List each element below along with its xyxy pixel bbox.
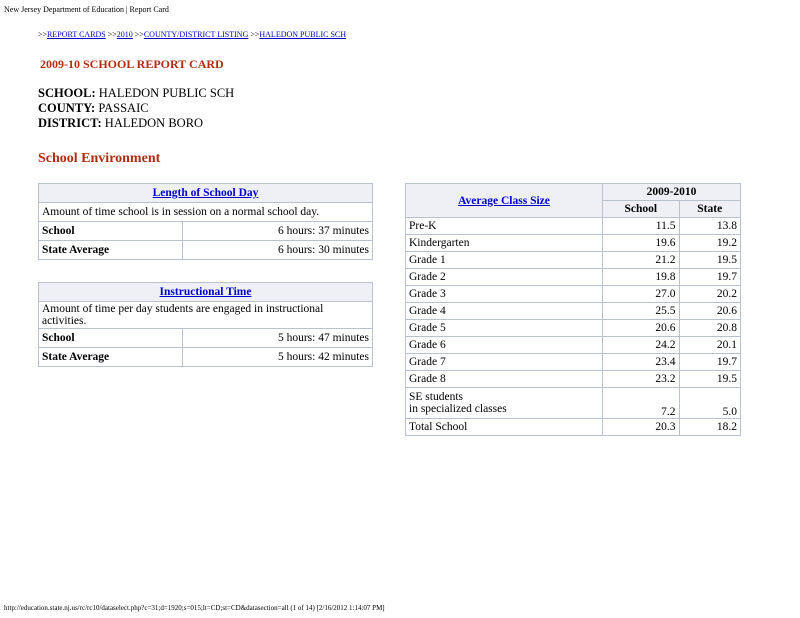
instructional-time-link[interactable]: Instructional Time — [159, 286, 252, 298]
state-col-header: State — [680, 201, 741, 217]
breadcrumb — [38, 30, 346, 39]
table-row — [406, 371, 740, 387]
class-size-state: 20.2 — [680, 286, 741, 302]
row-value: 5 hours: 42 minutes — [183, 348, 372, 366]
length-of-day-link[interactable]: Length of School Day — [152, 187, 259, 199]
school-value: HALEDON PUBLIC SCH — [95, 86, 235, 100]
total-state: 18.2 — [680, 419, 741, 435]
length-of-day-desc: Amount of time school is in session on a normal school day. — [39, 203, 372, 221]
class-size-grade: Grade 7 — [406, 354, 602, 370]
class-size-grade: Grade 1 — [406, 252, 602, 268]
instructional-time-table — [38, 282, 373, 367]
table-row — [39, 222, 372, 240]
breadcrumb-report-cards-link[interactable]: REPORT CARDS — [47, 30, 106, 39]
class-size-grade: Grade 6 — [406, 337, 602, 353]
instructional-time-desc: Amount of time per day students are engaged in instructional activities. — [39, 302, 372, 328]
table-row — [406, 218, 740, 234]
breadcrumb-sep: >> — [38, 30, 48, 39]
table-row — [406, 320, 740, 336]
browser-header: New Jersey Department of Education | Report Card — [4, 5, 169, 14]
table-row — [406, 235, 740, 251]
class-size-state: 19.7 — [680, 354, 741, 370]
table-row — [39, 348, 372, 366]
class-size-grade: Grade 4 — [406, 303, 602, 319]
row-value: 6 hours: 30 minutes — [183, 241, 372, 259]
class-size-grade: Kindergarten — [406, 235, 602, 251]
class-size-school: 19.6 — [603, 235, 679, 251]
class-size-grade: Grade 8 — [406, 371, 602, 387]
table-row — [406, 388, 740, 418]
class-size-state: 20.1 — [680, 337, 741, 353]
breadcrumb-sep: >> — [132, 30, 144, 39]
year-header: 2009-2010 — [603, 184, 740, 200]
se-school: 7.2 — [603, 388, 679, 418]
table-row — [406, 286, 740, 302]
page-footer-url: http://education.state.nj.us/rc/rc10/dataselect.php?c=31;d=1920;s=015;lt=CD;st=CD&datasection=all (1 of 14) [2/16/2012 1:14:07 PM] — [4, 604, 385, 612]
class-size-state: 19.2 — [680, 235, 741, 251]
total-school: 20.3 — [603, 419, 679, 435]
row-value: 6 hours: 37 minutes — [183, 222, 372, 240]
row-label: School — [39, 222, 182, 240]
county-value: PASSAIC — [95, 101, 149, 115]
row-value: 5 hours: 47 minutes — [183, 329, 372, 347]
class-size-state: 20.8 — [680, 320, 741, 336]
table-row — [406, 252, 740, 268]
table-row — [406, 303, 740, 319]
class-size-school: 23.2 — [603, 371, 679, 387]
breadcrumb-county-district-link[interactable]: COUNTY/DISTRICT LISTING — [143, 30, 249, 39]
table-row — [39, 329, 372, 347]
class-size-school: 11.5 — [603, 218, 679, 234]
class-size-school: 25.5 — [603, 303, 679, 319]
length-of-day-table — [38, 183, 373, 260]
section-title: School Environment — [38, 151, 161, 166]
se-label: SE students in specialized classes — [406, 388, 602, 418]
school-col-header: School — [603, 201, 679, 217]
class-size-grade: Grade 5 — [406, 320, 602, 336]
breadcrumb-2010-link[interactable]: 2010 — [116, 30, 133, 39]
class-size-state: 19.5 — [680, 252, 741, 268]
school-label: SCHOOL: — [38, 86, 96, 100]
table-row — [39, 241, 372, 259]
table-row — [406, 419, 740, 435]
class-size-state: 13.8 — [680, 218, 741, 234]
se-state: 5.0 — [680, 388, 741, 418]
class-size-school: 21.2 — [603, 252, 679, 268]
school-info — [38, 86, 234, 131]
report-title: 2009-10 SCHOOL REPORT CARD — [40, 57, 224, 71]
total-label: Total School — [406, 419, 602, 435]
class-size-state: 19.5 — [680, 371, 741, 387]
class-size-school: 24.2 — [603, 337, 679, 353]
table-row — [406, 354, 740, 370]
class-size-state: 20.6 — [680, 303, 741, 319]
row-label: School — [39, 329, 182, 347]
class-size-grade: Pre-K — [406, 218, 602, 234]
table-row — [406, 337, 740, 353]
class-size-school: 19.8 — [603, 269, 679, 285]
class-size-grade: Grade 2 — [406, 269, 602, 285]
breadcrumb-school-link[interactable]: HALEDON PUBLIC SCH — [259, 30, 347, 39]
class-size-table — [405, 183, 741, 436]
table-row — [406, 269, 740, 285]
class-size-school: 23.4 — [603, 354, 679, 370]
district-value: HALEDON BORO — [101, 116, 204, 130]
class-size-grade: Grade 3 — [406, 286, 602, 302]
class-size-school: 20.6 — [603, 320, 679, 336]
county-label: COUNTY: — [38, 101, 96, 115]
district-label: DISTRICT: — [38, 116, 102, 130]
row-label: State Average — [39, 348, 182, 366]
class-size-link[interactable]: Average Class Size — [458, 194, 550, 207]
breadcrumb-sep: >> — [105, 30, 117, 39]
class-size-state: 19.7 — [680, 269, 741, 285]
class-size-school: 27.0 — [603, 286, 679, 302]
row-label: State Average — [39, 241, 182, 259]
breadcrumb-sep: >> — [248, 30, 260, 39]
